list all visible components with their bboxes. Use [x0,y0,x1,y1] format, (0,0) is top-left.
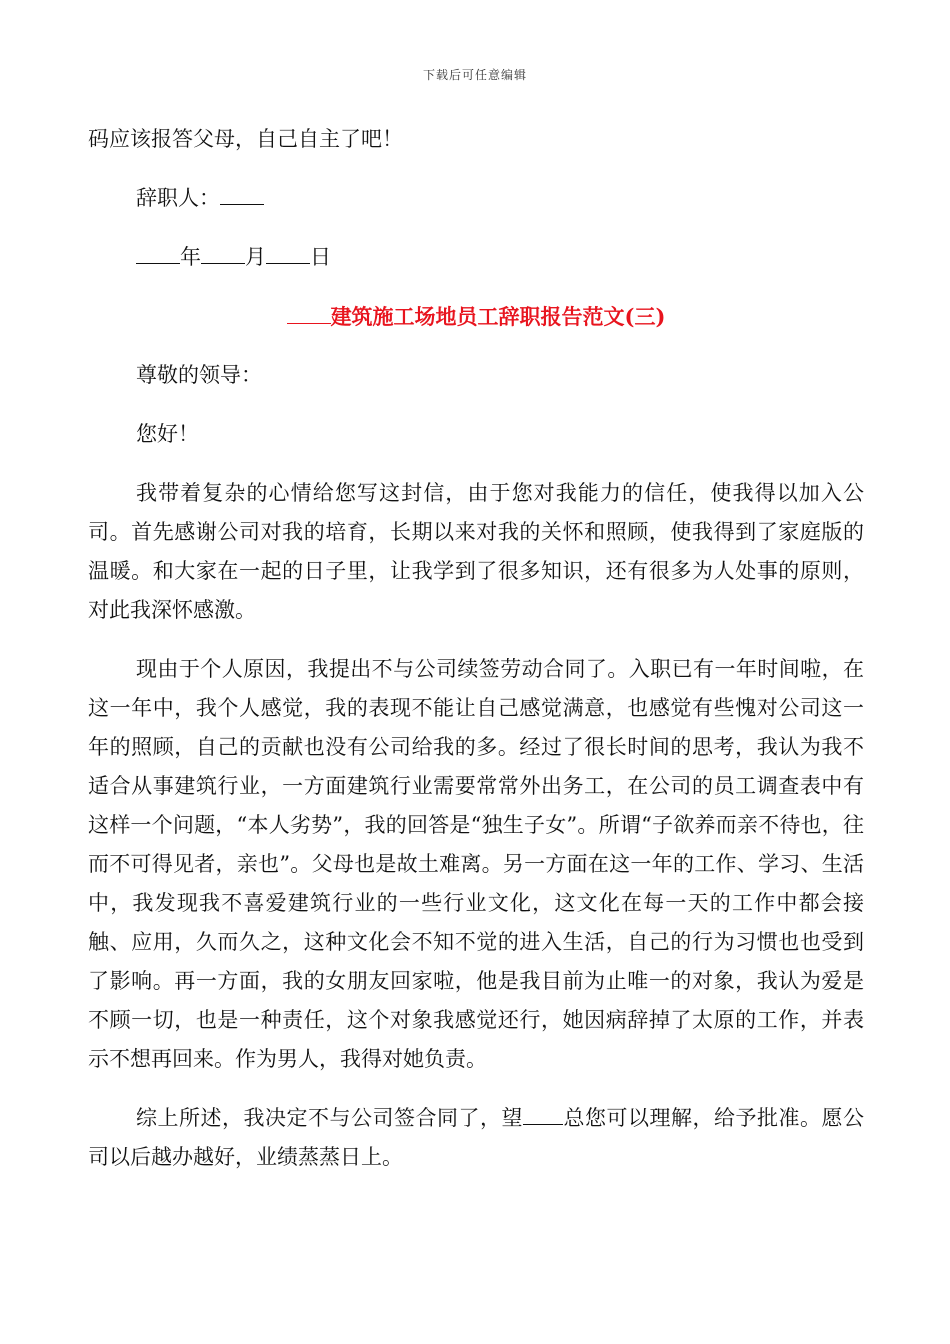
month-blank [201,241,245,264]
signature-blank [220,182,264,205]
continuation-line: 码应该报答父母，自己自主了吧！ [88,127,403,151]
signature-label: 辞职人： [136,186,220,210]
paragraph-3-start: 综上所述，我决定不与公司签合同了，望 [136,1106,523,1130]
document-body [88,120,864,1177]
name-blank [523,1102,563,1125]
paragraph-2: 现由于个人原因，我提出不与公司续签劳动合同了。入职已有一年时间啦，在这一年中，我个人感觉，我的表现不能让自己感觉满意，也感觉有些愧对公司这一年的照顾，自己的贡献也没有公司给我的多。经过了很长时间的思考，我认为我不适合从事建筑行业，一方面建筑行业需要常常外出务工，在公司的员工调查表中有这样一个问题，“本人劣势”，我的回答是“独生子女”。所谓“子欲养而亲不待也，往而不可得见者，亲也”。父母也是故土难离。另一方面在这一年的工作、学习、生活中，我发现我不喜爱建筑行业的一些行业文化，这文化在每一天的工作中都会接触、应用，久而久之，这种文化会不知不觉的进入生活，自己的行为习惯也也受到了影响。再一方面，我的女朋友回家啦，他是我目前为止唯一的对象，我认为爱是不顾一切，也是一种责任，这个对象我感觉还行，她因病辞掉了太原的工作，并表示不想再回来。作为男人，我得对她负责。 [88,657,864,1071]
date-month-label: 月 [245,245,266,269]
date-day-label: 日 [310,245,331,269]
paragraph-1: 我带着复杂的心情给您写这封信，由于您对我能力的信任，使我得以加入公司。首先感谢公司对我的培育，长期以来对我的关怀和照顾，使我得到了家庭版的温暖。和大家在一起的日子里，让我学到了很多知识，还有很多为人处事的原则，对此我深怀感激。 [88,481,864,622]
day-blank [266,241,310,264]
date-line [88,238,864,277]
title-blank [287,301,331,324]
year-blank [136,241,180,264]
salutation: 尊敬的领导： [136,363,262,387]
title-text: 建筑施工场地员工辞职报告范文(三) [330,304,666,329]
greeting: 您好！ [136,422,199,446]
page-header: 下载后可任意编辑 [422,68,527,82]
date-year-label: 年 [180,245,201,269]
document-title [88,297,864,336]
paragraph-3 [88,1099,864,1177]
signature-line [88,179,864,218]
paragraph-3-end: 总您可以理解，给予批准。愿公司以后越办越好，业绩蒸蒸日上。 [88,1106,864,1169]
